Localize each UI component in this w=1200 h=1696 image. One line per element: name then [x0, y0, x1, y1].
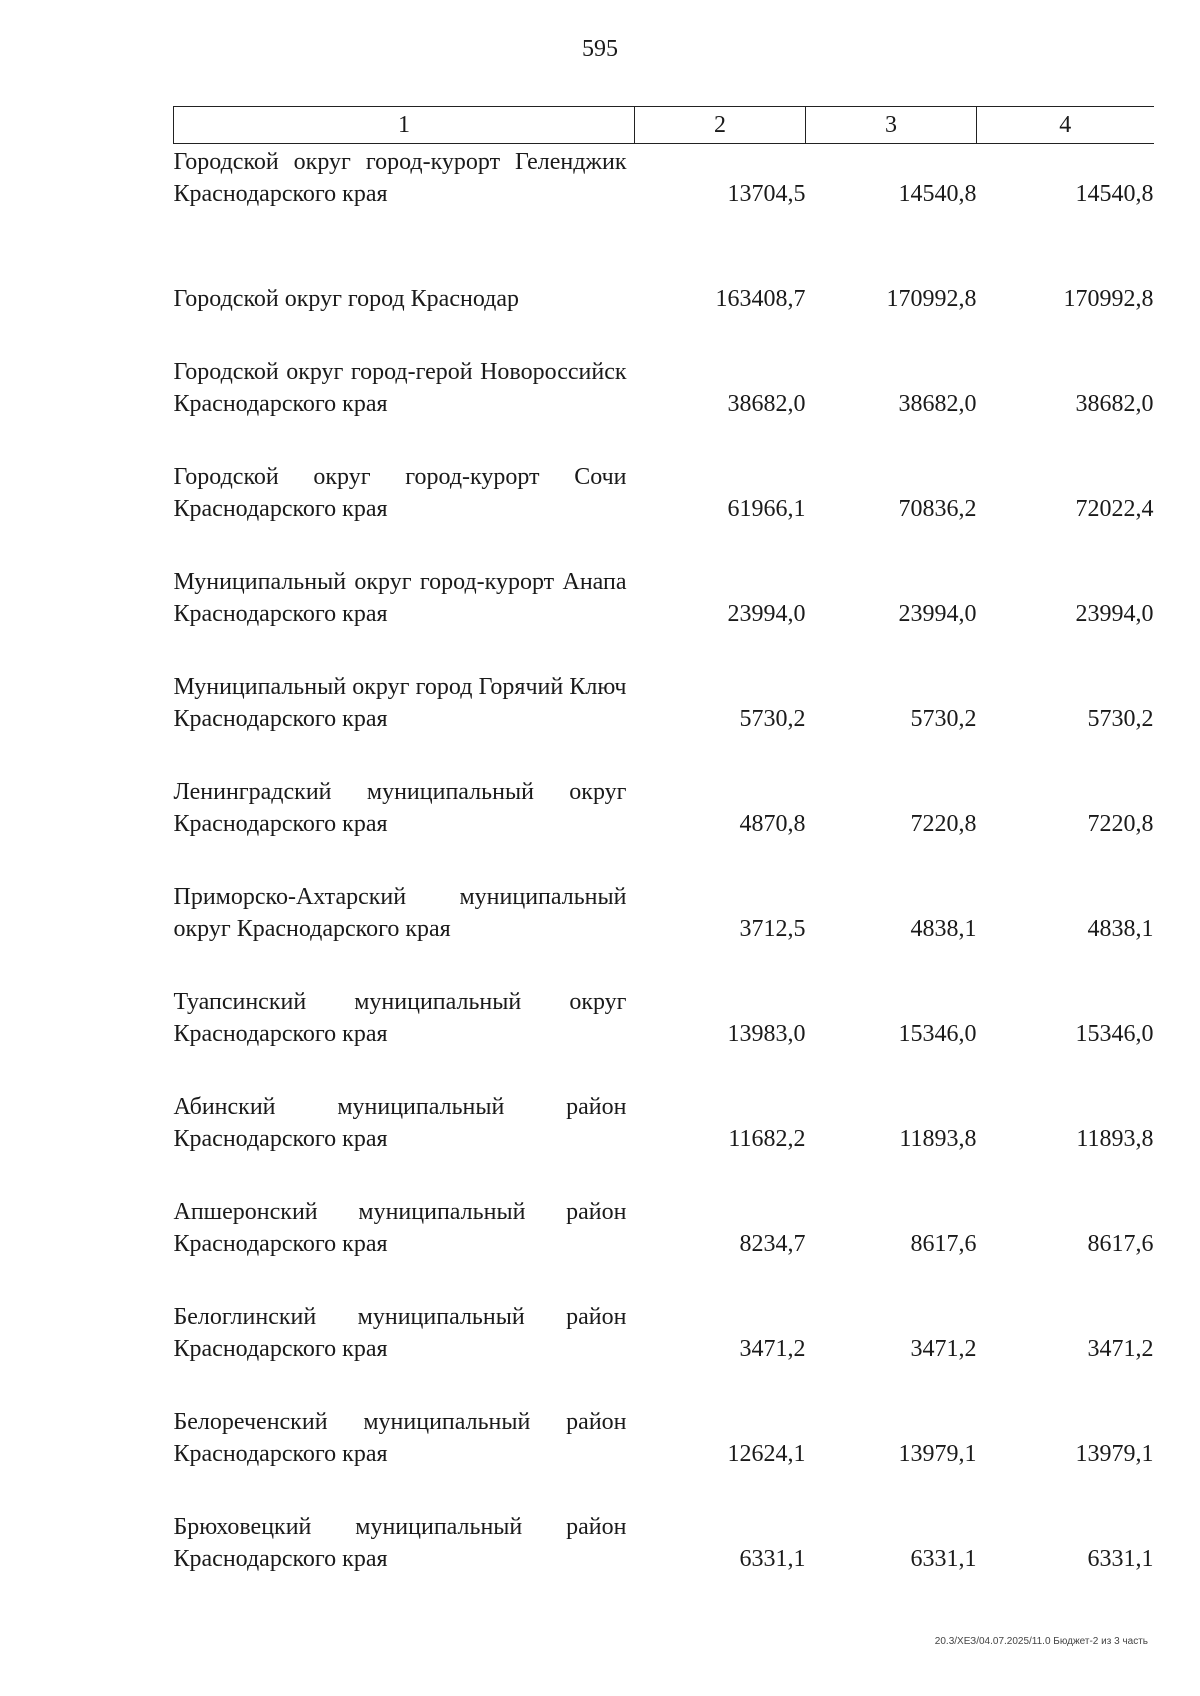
row-value-col-3: 11893,8 [899, 1126, 977, 1152]
table-row [174, 1050, 1154, 1155]
row-value-col-4: 7220,8 [1087, 811, 1154, 837]
budget-table [173, 106, 1154, 1575]
row-name: Городской округ город-курорт Геленджик Краснодарского края [173, 149, 627, 207]
row-value-col-2: 12624,1 [727, 1441, 806, 1467]
table-row [174, 945, 1154, 1050]
row-name: Ленинградский муниципальный округ Краснодарского края [173, 779, 627, 837]
row-value-col-4: 23994,0 [1075, 601, 1154, 627]
row-value-col-3: 70836,2 [898, 496, 977, 522]
row-value-col-4: 11893,8 [1076, 1126, 1154, 1152]
table-row [174, 735, 1154, 840]
row-value-col-2: 23994,0 [727, 601, 806, 627]
row-value-col-4: 8617,6 [1087, 1231, 1154, 1257]
row-value-col-4: 4838,1 [1087, 916, 1154, 942]
row-value-col-2: 163408,7 [715, 286, 806, 312]
row-value-col-4: 5730,2 [1087, 706, 1154, 732]
row-value-col-3: 38682,0 [898, 391, 977, 417]
table-row [174, 525, 1154, 630]
row-name: Приморско-Ахтарский муниципальный округ Краснодарского края [173, 884, 627, 942]
page-number: 595 [582, 36, 618, 62]
row-value-col-4: 14540,8 [1075, 181, 1154, 207]
row-value-col-3: 14540,8 [898, 181, 977, 207]
header-col-4: 4 [977, 107, 1154, 144]
header-col-3: 3 [806, 107, 977, 144]
row-value-col-3: 170992,8 [886, 286, 977, 312]
table-row [174, 210, 1154, 315]
table-body [174, 144, 1154, 1576]
row-value-col-2: 3712,5 [739, 916, 806, 942]
row-value-col-2: 13983,0 [727, 1021, 806, 1047]
row-name: Апшеронский муниципальный район Краснодарского края [173, 1199, 627, 1257]
row-value-col-3: 6331,1 [910, 1546, 977, 1572]
row-name: Муниципальный округ город-курорт Анапа Краснодарского края [173, 569, 627, 627]
table-row [174, 315, 1154, 420]
row-value-col-2: 6331,1 [739, 1546, 806, 1572]
table-row [174, 144, 1154, 211]
row-value-col-4: 38682,0 [1075, 391, 1154, 417]
row-value-col-3: 3471,2 [910, 1336, 977, 1362]
row-value-col-2: 3471,2 [739, 1336, 806, 1362]
header-col-2: 2 [635, 107, 806, 144]
row-name: Абинский муниципальный район Краснодарского края [173, 1094, 627, 1152]
row-name: Туапсинский муниципальный округ Краснодарского края [173, 989, 627, 1047]
row-name: Городской округ город-герой Новороссийск Краснодарского края [173, 359, 627, 417]
row-value-col-3: 8617,6 [910, 1231, 977, 1257]
row-value-col-4: 3471,2 [1087, 1336, 1154, 1362]
table-header [174, 107, 1154, 144]
table-row [174, 630, 1154, 735]
row-value-col-3: 23994,0 [898, 601, 977, 627]
row-value-col-4: 72022,4 [1075, 496, 1154, 522]
header-col-1: 1 [174, 107, 635, 144]
table-row [174, 1260, 1154, 1365]
row-name: Брюховецкий муниципальный район Краснодарского края [173, 1514, 627, 1572]
row-value-col-4: 15346,0 [1075, 1021, 1154, 1047]
table-row [174, 1155, 1154, 1260]
row-value-col-4: 13979,1 [1075, 1441, 1154, 1467]
row-name: Городской округ город-курорт Сочи Краснодарского края [173, 464, 627, 522]
row-name: Белоглинский муниципальный район Краснодарского края [173, 1304, 627, 1362]
table-row [174, 1470, 1154, 1575]
row-name: Муниципальный округ город Горячий Ключ Краснодарского края [173, 674, 627, 732]
row-value-col-2: 38682,0 [727, 391, 806, 417]
row-value-col-2: 13704,5 [727, 181, 806, 207]
row-value-col-2: 61966,1 [727, 496, 806, 522]
row-value-col-2: 4870,8 [739, 811, 806, 837]
row-value-col-4: 170992,8 [1063, 286, 1154, 312]
row-value-col-2: 8234,7 [739, 1231, 806, 1257]
row-value-col-3: 4838,1 [910, 916, 977, 942]
row-value-col-2: 5730,2 [739, 706, 806, 732]
footer-document-code: 20.3/ХЕЗ/04.07.2025/11.0 Бюджет-2 из 3 часть [934, 1636, 1148, 1647]
row-name: Белореченский муниципальный район Краснодарского края [173, 1409, 627, 1467]
row-value-col-3: 5730,2 [910, 706, 977, 732]
row-value-col-3: 13979,1 [898, 1441, 977, 1467]
row-name: Городской округ город Краснодар [173, 286, 520, 312]
row-value-col-4: 6331,1 [1087, 1546, 1154, 1572]
row-value-col-3: 15346,0 [898, 1021, 977, 1047]
table-row [174, 840, 1154, 945]
table-row [174, 1365, 1154, 1470]
row-value-col-3: 7220,8 [910, 811, 977, 837]
row-value-col-2: 11682,2 [728, 1126, 806, 1152]
table-row [174, 420, 1154, 525]
